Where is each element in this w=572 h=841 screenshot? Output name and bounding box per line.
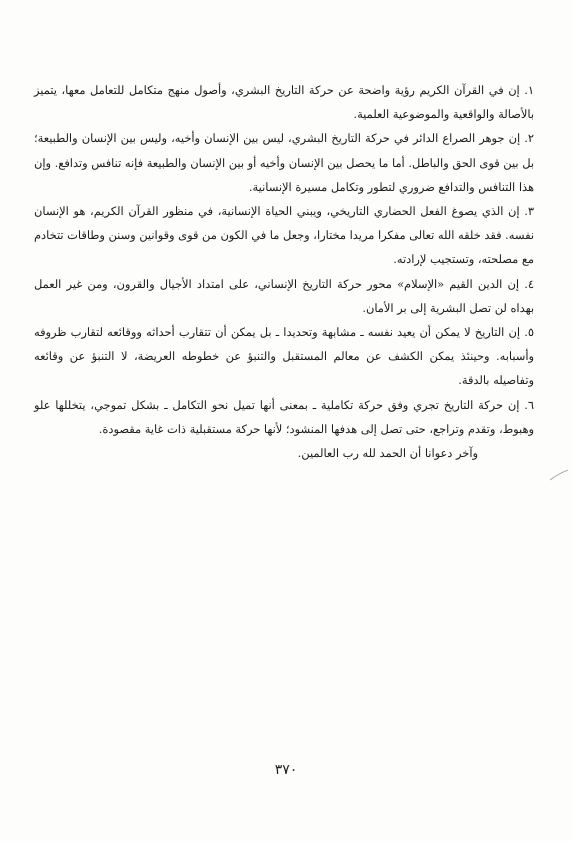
conclusion-point-4: ٤. إن الدين القيم «الإسلام» محور حركة التاريخ الإنساني، على امتداد الأجيال والقرون، ومن غير العمل بهداه لن تصل البشرية إلى بر الأمان. <box>34 276 534 315</box>
conclusion-point-6: ٦. إن حركة التاريخ تجري وفق حركة تكاملية ـ بمعنى أنها تميل نحو التكامل ـ بشكل تموجي، يتخللها علو وهبوط، وتقدم وتراجع، حتى تصل إلى هدفها المنشود؛ لأنها حركة مستقبلية ذات غاية مقصودة. <box>34 397 534 436</box>
conclusion-point-5: ٥. إن التاريخ لا يمكن أن يعيد نفسه ـ مشابهة وتحديدا ـ بل يمكن أن تتقارب أحداثه ووقائعه لتقارب ظروفه وأسبابه. وحينئذ يمكن الكشف عن معالم المستقبل والتنبؤ عن خطوطه العريضة، لا التنبؤ عن وقائعه وتفاصيله بالدقة. <box>34 325 534 388</box>
closing-line: وآخر دعوانا أن الحمد لله رب العالمين. <box>297 446 478 461</box>
conclusion-point-3: ٣. إن الذي يصوغ الفعل الحضاري التاريخي، ويبني الحياة الإنسانية، في منظور القرآن الكريم، هو الإنسان نفسه. فقد خلقه الله تعالى مفكرا مريدا مختارا، وجعل ما في الكون من قوى وقوانين وسنن وطاقات تتخادم مع مصلحته، وتستجيب لإرادته. <box>34 204 534 267</box>
page-body <box>34 78 534 465</box>
page-number: ٣٧٠ <box>274 762 298 778</box>
margin-pencil-mark <box>548 468 570 482</box>
conclusion-point-2: ٢. إن جوهر الصراع الدائر في حركة التاريخ البشري، ليس بين الإنسان وأخيه، وليس بين الإنسان والطبيعة؛ بل بين قوى الحق والباطل. أما ما يحصل بين الإنسان وأخيه أو بين الإنسان والطبيعة فإنه تنافس وتدافع. وإن هذا التنافس والتدافع ضروري لتطور وتكامل مسيرة الإنسانية. <box>34 131 534 194</box>
conclusion-point-1: ١. إن في القرآن الكريم رؤية واضحة عن حركة التاريخ البشري، وأصول منهج متكامل للتعامل معها، يتميز بالأصالة والواقعية والموضوعية العلمية. <box>34 83 534 122</box>
